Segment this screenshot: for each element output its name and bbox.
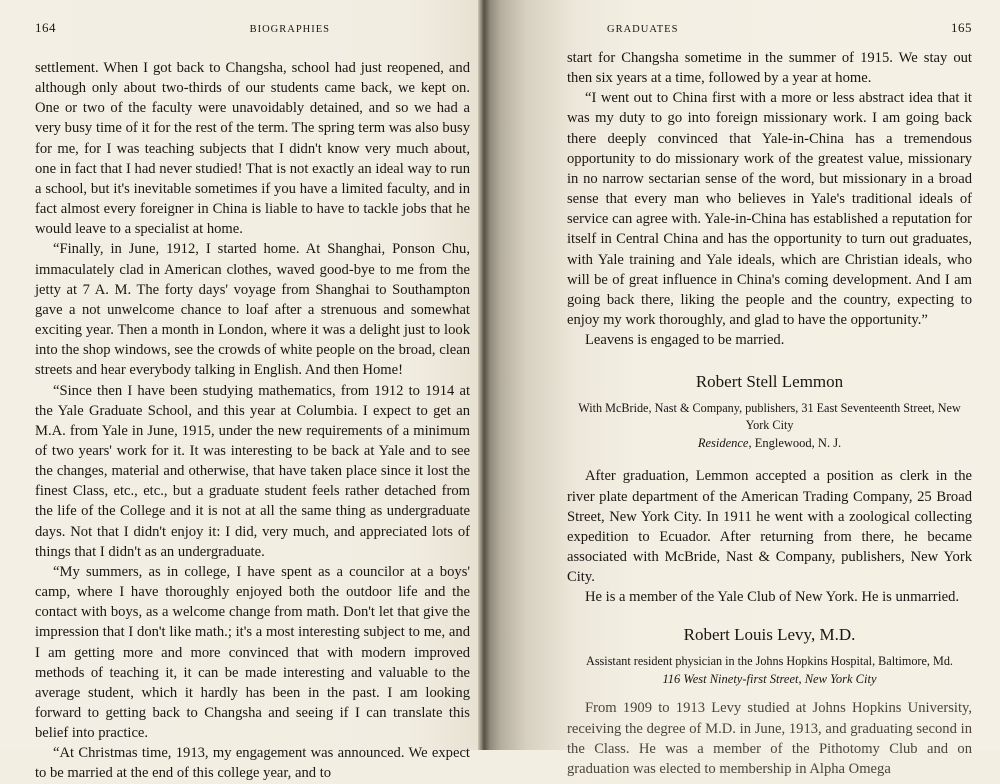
left-page (0, 0, 480, 782)
paragraph: “Finally, in June, 1912, I started home. At Shanghai, Ponson Chu, immaculately clad in American clothes, waved good-bye to me from the jetty at 7 A. M. The forty days' voyage from Shanghai to Southampton gave a not unwelcome chance to loaf after a strenuous and somewhat exciting year. Then a month in London, where it was a delight just to look into the shop windows, see the crowds of white people on the broad, clean streets and hear everybody talking in English. And then Home! (35, 241, 470, 379)
right-page (480, 0, 1000, 777)
paragraph: He is a member of the Yale Club of New York. He is unmarried. (585, 589, 960, 606)
right-body-text (567, 48, 972, 779)
entry-address-levy: 116 West Ninety-first Street, New York City (662, 672, 877, 687)
residence-label: Residence, (697, 436, 752, 451)
left-running-head (35, 20, 470, 44)
paragraph: “Since then I have been studying mathematics, from 1912 to 1914 at the Yale Graduate School, and this year at Columbia. I expect to get an M.A. from Yale in June, 1915, under the new requirements of a minimum of two years' work for it. It was interesting to be back at Yale and to see the changes, material and otherwise, that have taken place since it lost the finest Class, etc., etc., but a graduate student feels rather detached from the life of the College and it is not at all the same thing as undergraduate days. Not that I didn't enjoy it: I did, very much, and appreciated lots of things that I didn't as an undergraduate. (35, 382, 470, 560)
left-body-text (35, 58, 470, 784)
paragraph: After graduation, Lemmon accepted a position as clerk in the river plate department of the American Trading Company, 25 Broad Street, New York City. In 1911 he went with a zoological collecting expedition to Ecuador. After returning from there, he became associated with McBride, Nast & Company, publishers, New York City. (567, 468, 972, 586)
paragraph: Leavens is engaged to be married. (585, 332, 785, 349)
paragraph: “My summers, as in college, I have spent as a councilor at a boys' camp, where I have thoroughly enjoyed both the outdoor life and the contact with boys, as a welcome change from math. Don't let that give the impression that I don't like math.; it's a most interesting subject to me, and I am getting more and more convinced that with modern improved methods of teaching it, it can be made interesting and valuable to the average student, which it hardly has been in the past. I am looking forward to getting back to Changsha and seeing if I can translate this belief into practice. (35, 563, 470, 742)
entry-residence-lemmon (567, 434, 972, 452)
entry-affiliation-levy: Assistant resident physician in the Johns Hopkins Hospital, Baltimore, Md. (586, 654, 953, 669)
paragraph: From 1909 to 1913 Levy studied at Johns Hopkins University, receiving the degree of M.D. in June, 1913, and graduating second in the Class. He was a member of the Pithotomy Club and on graduation was elected to membership in Alpha Omega (567, 700, 972, 777)
paragraph: settlement. When I got back to Changsha, school had just reopened, and although only about two-thirds of our students came back, we kept on. One or two of the faculty were unavoidably detained, and so we had a very busy time of it for the rest of the term. The spring term was also busy for me, for I was teaching subjects that I didn't know very much about, one in fact that I had never studied! That is not exactly an ideal way to run a school, but it's inevitable sometimes if you have a limited faculty, and in fact almost every foreigner in China is liable to have to tackle jobs that he would leave to a specialist at home. (35, 60, 470, 238)
left-page-number: 164 (35, 20, 56, 35)
right-running-head (567, 20, 972, 44)
right-page-number: 165 (951, 20, 972, 35)
entry-affiliation-lemmon: With McBride, Nast & Company, publishers, 31 East Seventeenth Street, New York City (578, 401, 961, 433)
paragraph: start for Changsha sometime in the summer of 1915. We stay out then six years at a time, followed by a year at home. (567, 50, 972, 87)
entry-name-levy: Robert Louis Levy, M.D. (683, 625, 856, 645)
right-header-title: GRADUATES (607, 24, 679, 35)
left-header-title: BIOGRAPHIES (249, 24, 330, 35)
paragraph: “At Christmas time, 1913, my engagement was announced. We expect to be married at the end of this college year, and to (35, 745, 470, 782)
residence-value: Englewood, N. J. (751, 436, 842, 451)
book-gutter (478, 0, 490, 750)
entry-name-lemmon: Robert Stell Lemmon (695, 372, 844, 392)
paragraph: “I went out to China first with a more or less abstract idea that it was my duty to go into foreign missionary work. I am going back there deeply convinced that Yale-in-China has a tremendous opportunity to do missionary work of the greatest value, missionary in no narrow sectarian sense of the word, but missionary in a broad sense that every man who believes in Yale's traditional ideals of service can agree with. Yale-in-China has established a reputation for itself in Central China and has the opportunity to turn out graduates, with Yale training and Yale ideals, which are Christian ideals, who will be of great influence in China's coming development. And I am going back there, liking the people and the country, expecting to enjoy my work thoroughly, and glad to have the opportunity.” (567, 90, 972, 329)
